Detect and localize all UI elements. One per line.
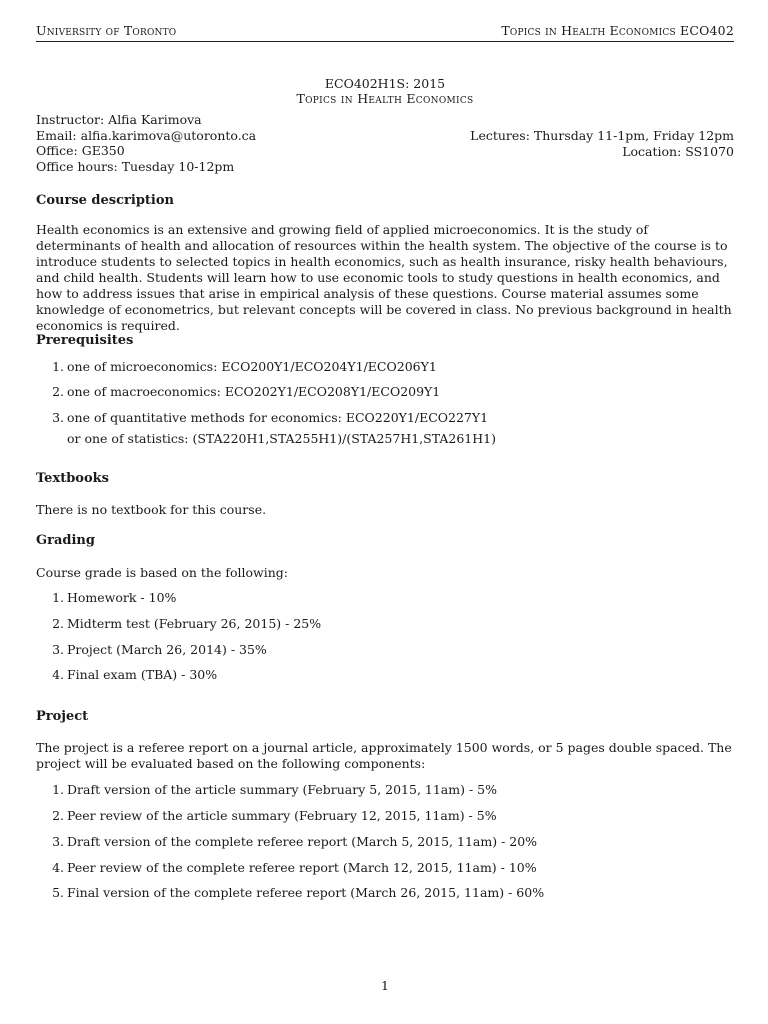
- grading-intro: Course grade is based on the following:: [36, 565, 288, 580]
- course-description-heading: Course description: [36, 193, 174, 208]
- title-block: [36, 76, 734, 106]
- location-line: Location: SS1070: [622, 143, 734, 159]
- lecture-info: [470, 128, 734, 159]
- project-heading: Project: [36, 709, 89, 724]
- running-header: [36, 23, 734, 39]
- prerequisites-heading: Prerequisites: [36, 333, 134, 348]
- course-description-text: Health economics is an extensive and growing field of applied microeconomics. It is the study of determinants of health and allocation of resources within the health system. The objective of the course is to introduce students to selected topics in health economics, such as health insurance, risky health behaviours, and child health. Students will learn how to use economic tools to study questions in health economics, and how to address issues that arise in empirical analysis of these questions. Course material assumes some knowledge of econometrics, but relevant concepts will be covered in class. No previous background in health economics is required.: [36, 222, 732, 333]
- office-hours-line: Office hours: Tuesday 10-12pm: [36, 158, 235, 174]
- header-divider: [36, 41, 734, 42]
- textbooks-text: There is no textbook for this course.: [36, 502, 267, 517]
- instructor-line: Instructor: Alfia Karimova: [36, 112, 202, 127]
- course-name: Topics in Health Economics: [296, 91, 474, 106]
- instructor-info: [36, 112, 256, 174]
- page-number: 1: [381, 978, 389, 993]
- project-intro: The project is a referee report on a journal article, approximately 1500 words, or 5 pages double spaced. The project will be evaluated based on the following components:: [36, 740, 732, 771]
- textbooks-heading: Textbooks: [36, 471, 109, 486]
- office-line: Office: GE350: [36, 143, 125, 158]
- header-course-title: Topics in Health Economics ECO402: [501, 23, 734, 38]
- header-university: University of Toronto: [36, 23, 177, 38]
- course-code: ECO402H1S: 2015: [324, 76, 446, 91]
- grading-heading: Grading: [36, 533, 95, 548]
- lectures-line: Lectures: Thursday 11-1pm, Friday 12pm: [470, 128, 734, 143]
- email-line: Email: alfia.karimova@utoronto.ca: [36, 127, 257, 143]
